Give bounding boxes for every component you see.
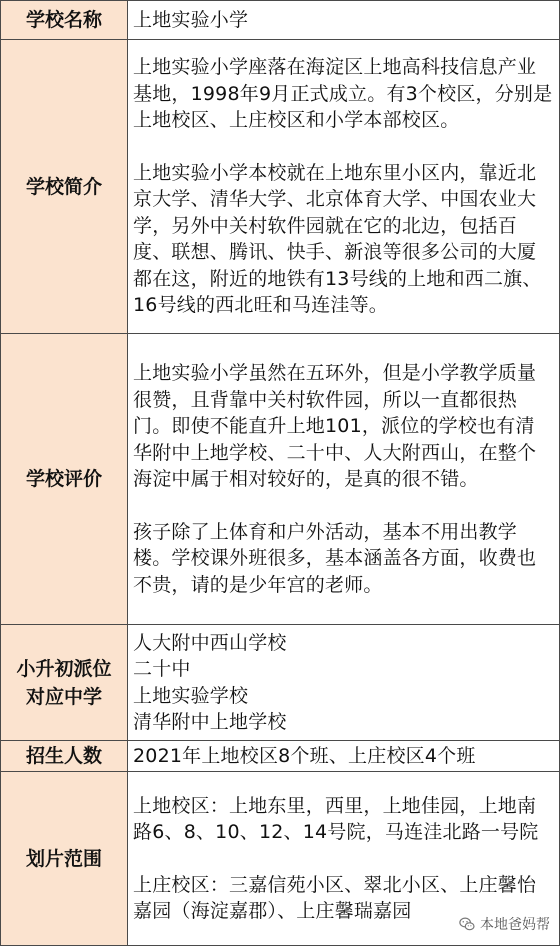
value-school-intro [128,40,560,334]
label-school-review: 学校评价 [1,334,128,625]
intro-paragraph-2: 上地实验小学本校就在上地东里小区内，靠近北京大学、清华大学、北京体育大学、中国农业大学，另外中关村软件园就在它的北边，包括百度、联想、腾讯、快手、新浪等很多公司的大厦都在这，附近的地铁有13号线的上地和西二旗、16号线的西北旺和马连洼等。 [133,161,542,317]
intro-paragraph-1: 上地实验小学座落在海淀区上地高科技信息产业基地，1998年9月正式成立。有3个校区，分别是上地校区、上庄校区和小学本部校区。 [133,56,553,132]
watermark-text: 本地爸妈帮 [480,917,550,933]
list-item: 人大附中西山学校 [133,631,287,654]
value-middle-school [128,625,560,741]
label-district: 划片范围 [1,772,128,946]
list-item: 清华附中上地学校 [133,711,287,733]
district-paragraph-1: 上地校区：上地东里，西里，上地佳园，上地南路6、8、10、12、14号院，马连洼北路一号院 [133,794,539,843]
list-item: 上地实验学校 [133,684,249,707]
label-middle-school [1,625,128,741]
label-school-intro: 学校简介 [1,40,128,334]
table-row-school-name [1,1,560,40]
table-row-school-review [1,334,560,625]
table-row-enrollment [1,741,560,772]
label-school-name: 学校名称 [1,1,128,40]
value-enrollment [128,741,560,772]
label-line-2: 对应中学 [25,685,102,708]
label-line-1: 小升初派位 [16,657,112,680]
table-row-middle-school [1,625,560,741]
value-school-review [128,334,560,625]
review-paragraph-1: 上地实验小学虽然在五环外，但是小学教学质量很赞，且背靠中关村软件园，所以一直都很热门。即使不能直升上地101，派位的学校也有清华附中上地学校、二十中、人大附西山，在整个海淀中属于相对较好的，是真的很不错。 [133,362,537,490]
review-paragraph-2: 孩子除了上体育和户外活动，基本不用出教学楼。学校课外班很多，基本涵盖各方面，收费也不贵，请的是少年宫的老师。 [133,520,537,596]
value-school-name [128,1,560,40]
wechat-icon [458,915,476,933]
enrollment-text: 2021年上地校区8个班、上庄校区4个班 [133,744,476,767]
list-item: 二十中 [133,658,191,680]
table-row-school-intro [1,40,560,334]
label-enrollment: 招生人数 [1,741,128,772]
school-name-text: 上地实验小学 [133,8,249,31]
district-paragraph-2: 上庄校区：三嘉信苑小区、翠北小区、上庄馨怡嘉园（海淀嘉郡）、上庄馨瑞嘉园 [133,873,537,922]
watermark [458,914,550,934]
